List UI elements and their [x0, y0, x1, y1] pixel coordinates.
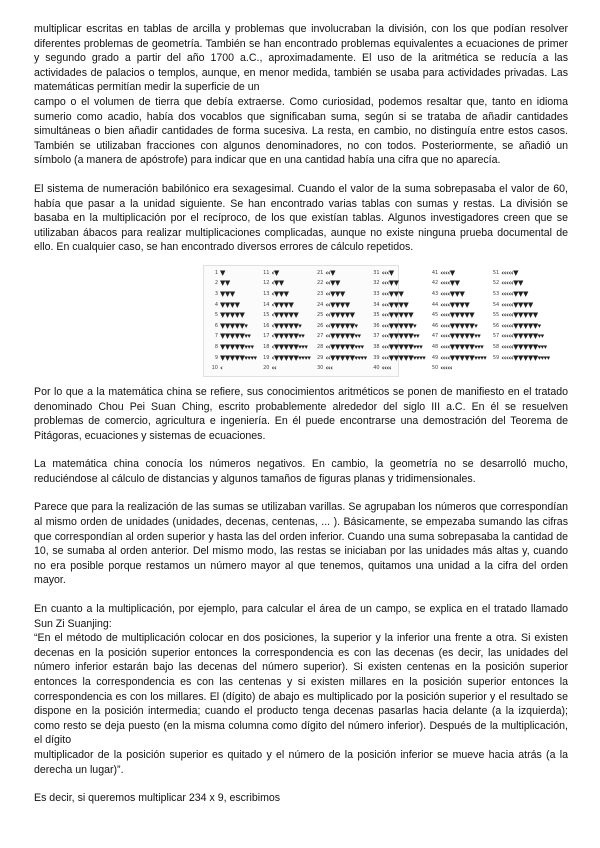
numeral-label: 23	[316, 290, 324, 297]
numeral-cell	[428, 310, 486, 321]
numeral-label: 50	[431, 365, 439, 372]
cuneiform-glyph-icon: ‹‹▼▼	[325, 279, 340, 288]
numeral-label: 40	[373, 365, 380, 372]
cuneiform-glyph-icon: ‹‹‹▼	[381, 268, 394, 277]
cuneiform-glyph-icon: ‹‹‹‹▼▼▼	[440, 289, 465, 298]
numeral-cell	[313, 300, 366, 311]
cuneiform-glyph-icon: ‹‹▼	[325, 268, 335, 277]
cuneiform-glyph-icon: ‹‹▼▼▼▼▼▾▾	[325, 332, 361, 341]
cuneiform-glyph-icon: ▼▼▼▼	[220, 300, 240, 309]
numeral-label: 25	[316, 312, 324, 319]
numeral-cell	[208, 300, 256, 311]
paragraph-6: Parece que para la realización de las sumas se utilizaban varillas. Se agrupaban los números que correspondían al mismo orden de unidades (unidades, decenas, centenas, ... ). Básicamente, se empezaba sumando las cifras que correspondían al orden superior y hasta las del orden inferior. Cuando una suma sobrepasaba la cantidad de 10, se sumaba al orden anterior. Del mismo modo, las restas se iniciaban por las unidades más altas y, cuando no era posible porque restamos un número mayor al que tenemos, quitamos una unidad a la cifra del orden mayor.	[34, 501, 568, 587]
numeral-label: 35	[373, 312, 380, 319]
numeral-label: 19	[263, 354, 270, 361]
cuneiform-glyph-icon: ‹‹▼▼▼▼	[325, 300, 350, 309]
numeral-label: 27	[316, 333, 324, 340]
numeral-cell	[259, 300, 310, 311]
numeral-label: 41	[431, 269, 439, 276]
numeral-cell	[370, 342, 426, 353]
numeral-cell	[313, 363, 366, 374]
numeral-cell	[489, 332, 549, 343]
document-page	[34, 22, 568, 806]
paragraph-4: Por lo que a la matemática china se refiere, sus conocimientos aritméticos se ponen de manifiesto en el tratado denominado Chou Pei Suan Ching, escrito probablemente alrededor del siglo III a.C. En él se resuelven problemas de comercio, agricultura e ingeniería. En él puede encontrarse una demostración del Teorema de Pitágoras, ecuaciones y sistemas de ecuaciones.	[34, 385, 568, 442]
numeral-cell	[313, 321, 366, 332]
numeral-cell	[208, 353, 256, 364]
numeral-cell	[208, 342, 256, 353]
numeral-label: 4	[214, 301, 218, 308]
numeral-cell	[208, 363, 256, 374]
cuneiform-glyph-icon: ▼▼	[220, 279, 230, 288]
numeral-cell	[370, 363, 426, 374]
cuneiform-glyph-icon: ‹‹‹‹‹▼▼▼▼▼▾	[501, 321, 541, 330]
numeral-label: 38	[373, 343, 380, 350]
cuneiform-glyph-icon: ‹‹▼▼▼	[325, 289, 345, 298]
numeral-cell	[313, 342, 366, 353]
numeral-label: 48	[431, 343, 439, 350]
cuneiform-glyph-icon: ‹‹‹▼▼▼▼▼▾	[381, 321, 417, 330]
cuneiform-glyph-icon: ‹‹‹▼▼▼	[381, 289, 404, 298]
cuneiform-glyph-icon: ‹‹‹‹▼▼▼▼▼▾▾▾	[440, 342, 484, 351]
numeral-cell	[370, 353, 426, 364]
numeral-label: 24	[316, 301, 324, 308]
numeral-cell	[370, 279, 426, 290]
numeral-label: 34	[373, 301, 380, 308]
cuneiform-glyph-icon: ‹‹‹‹‹▼▼▼	[501, 289, 528, 298]
numeral-label: 22	[316, 280, 324, 287]
cuneiform-glyph-icon: ‹‹‹‹‹▼▼▼▼	[501, 300, 533, 309]
numeral-label: 5	[214, 312, 218, 319]
cuneiform-glyph-icon: ‹‹‹‹▼▼▼▼▼▾	[440, 321, 478, 330]
babylonian-numerals-figure	[203, 265, 550, 377]
cuneiform-glyph-icon: ▼	[220, 268, 225, 277]
cuneiform-glyph-icon: ▼▼▼▼▼▾▾	[220, 332, 251, 341]
cuneiform-glyph-icon: ‹‹‹▼▼▼▼	[381, 300, 409, 309]
numeral-label: 52	[492, 280, 500, 287]
numeral-label: 49	[431, 354, 439, 361]
numeral-cell	[259, 310, 310, 321]
numeral-label: 9	[214, 354, 218, 361]
numeral-label: 54	[492, 301, 500, 308]
numeral-label: 28	[316, 343, 324, 350]
cuneiform-glyph-icon: ‹‹‹‹‹▼▼▼▼▼▾▾	[501, 332, 544, 341]
numeral-cell	[489, 300, 549, 311]
numeral-label: 26	[316, 322, 324, 329]
cuneiform-glyph-icon: ‹‹‹‹‹▼▼▼▼▼▾▾▾▾	[501, 353, 550, 362]
cuneiform-glyph-icon: ‹‹▼▼▼▼▼▾▾▾▾	[325, 353, 367, 362]
numeral-cell	[489, 279, 549, 290]
numeral-label: 8	[214, 343, 218, 350]
cuneiform-glyph-icon: ‹▼	[271, 268, 279, 277]
numeral-cell	[370, 268, 426, 279]
numeral-cell	[259, 353, 310, 364]
numeral-cell	[313, 310, 366, 321]
numeral-cell	[489, 310, 549, 321]
numeral-label: 12	[263, 280, 270, 287]
numeral-cell	[489, 353, 549, 364]
numeral-cell	[428, 268, 486, 279]
numeral-label: 16	[263, 322, 270, 329]
numeral-label: 53	[492, 290, 500, 297]
numeral-label: 13	[263, 290, 270, 297]
cuneiform-glyph-icon: ▼▼▼▼▼▾▾▾	[220, 342, 254, 351]
numeral-label: 20	[263, 365, 270, 372]
cuneiform-glyph-icon: ‹▼▼▼▼▼▾	[271, 321, 302, 330]
numeral-label: 10	[211, 365, 218, 372]
numeral-label: 31	[373, 269, 380, 276]
cuneiform-glyph-icon: ‹‹‹	[325, 364, 333, 373]
paragraph-7: En cuanto a la multiplicación, por ejemplo, para calcular el área de un campo, se explica en el tratado llamado Sun Zi Suanjing:	[34, 603, 568, 630]
cuneiform-glyph-icon: ‹▼▼▼▼	[271, 300, 294, 309]
numeral-cell	[489, 363, 549, 374]
numeral-cell	[370, 300, 426, 311]
quote-paragraph-1: “En el método de multiplicación colocar en dos posiciones, la superior y la inferior una frente a otra. Si existen decenas en la posición superior entonces la correspondencia es con las decenas (es decir, las unidades del número inferior estarán bajo las decenas del número superior). Si existen centenas en la posición superior entonces la correspondencia es con las centenas y si existen millares en la posición superior entonces la correspondencia es con los millares. El (dígito) de abajo es multiplicado por la posición superior y el resultado se dispone en la posición intermedia; cuando el producto tenga decenas pasarlas hacia delante (a la izquierda); como resto se deja puesto (en la misma columna como dígito del número inferior). Después de la multiplicación, el dígito	[34, 632, 568, 747]
numeral-label: 46	[431, 322, 439, 329]
numeral-cell	[208, 268, 256, 279]
cuneiform-glyph-icon: ‹‹‹▼▼▼▼▼▾▾	[381, 332, 420, 341]
numeral-label: 42	[431, 280, 439, 287]
numeral-cell	[428, 342, 486, 353]
numeral-cell	[313, 332, 366, 343]
cuneiform-glyph-icon: ‹▼▼	[271, 279, 284, 288]
numeral-cell	[370, 321, 426, 332]
numeral-label: 47	[431, 333, 439, 340]
numeral-label: 39	[373, 354, 380, 361]
numeral-cell	[428, 363, 486, 374]
numeral-label: 21	[316, 269, 324, 276]
cuneiform-glyph-icon: ▼▼▼▼▼▾▾▾▾	[220, 353, 257, 362]
paragraph-8: Es decir, si queremos multiplicar 234 x 9, escribimos	[34, 792, 281, 805]
numeral-cell	[208, 310, 256, 321]
numeral-label: 3	[214, 290, 218, 297]
paragraph-1: multiplicar escritas en tablas de arcilla y problemas que involucraban la división, con los que podían resolver diferentes problemas de geometría. También se han encontrado problemas equivalentes a ecuaciones de primer y segundo grado a partir del año 1700 a.C., aproximadamente. El uso de la aritmética se reducía a las actividades de palacios o templos, aunque, en menor medida, también se usaba para actividades privadas. Las matemáticas permitían medir la superficie de un	[34, 23, 568, 94]
numeral-label: 58	[492, 343, 500, 350]
numeral-label: 11	[263, 269, 270, 276]
numeral-label: 17	[263, 333, 270, 340]
numeral-cell	[259, 363, 310, 374]
numeral-label: 55	[492, 312, 500, 319]
numeral-label: 14	[263, 301, 270, 308]
paragraph-3: El sistema de numeración babilónico era sexagesimal. Cuando el valor de la suma sobrepasaba el valor de 60, había que pasar a la unidad siguiente. Se han encontrado varias tablas con sumas y restas. La división se basaba en la multiplicación por el recíproco, de los que existían tablas. Algunos investigadores creen que se utilizaban ábacos para realizar multiplicaciones complicadas, aunque no existe ninguna prueba documental de ello. En cualquier caso, se han encontrado diversos errores de cálculo repetidos.	[34, 182, 568, 254]
numeral-cell	[489, 289, 549, 300]
cuneiform-glyph-icon: ‹‹‹▼▼▼▼▼	[381, 311, 414, 320]
cuneiform-glyph-icon: ‹‹‹‹▼▼▼▼	[440, 300, 470, 309]
numeral-label: 29	[316, 354, 324, 361]
numeral-label: 1	[214, 269, 218, 276]
cuneiform-glyph-icon: ‹‹‹‹▼▼	[440, 279, 460, 288]
numeral-cell	[259, 279, 310, 290]
numeral-label: 15	[263, 312, 270, 319]
cuneiform-glyph-icon: ‹‹‹‹‹▼▼▼▼▼	[501, 311, 538, 320]
numeral-cell	[313, 353, 366, 364]
numeral-label: 33	[373, 290, 380, 297]
numeral-cell	[428, 332, 486, 343]
numeral-label: 37	[373, 333, 380, 340]
numeral-cell	[313, 268, 366, 279]
cuneiform-glyph-icon: ‹▼▼▼▼▼▾▾▾▾	[271, 353, 311, 362]
cuneiform-glyph-icon: ‹‹‹‹▼▼▼▼▼▾▾▾▾	[440, 353, 487, 362]
numeral-cell	[259, 332, 310, 343]
numeral-cell	[259, 342, 310, 353]
numeral-label: 32	[373, 280, 380, 287]
cuneiform-glyph-icon: ‹▼▼▼▼▼	[271, 311, 299, 320]
numeral-label: 43	[431, 290, 439, 297]
numeral-label: 7	[214, 333, 218, 340]
cuneiform-glyph-icon: ▼▼▼▼▼▾	[220, 321, 248, 330]
cuneiform-glyph-icon: ‹‹‹‹‹▼▼▼▼▼▾▾▾	[501, 342, 547, 351]
numeral-cell	[208, 332, 256, 343]
numeral-label: 30	[316, 365, 324, 372]
numeral-label: 36	[373, 322, 380, 329]
numeral-cell	[208, 289, 256, 300]
numeral-cell	[428, 353, 486, 364]
numeral-label: 2	[214, 280, 218, 287]
numeral-label: 44	[431, 301, 439, 308]
cuneiform-glyph-icon: ‹‹‹▼▼	[381, 279, 399, 288]
numeral-label: 45	[431, 312, 439, 319]
cuneiform-glyph-icon: ‹‹▼▼▼▼▼	[325, 311, 355, 320]
paragraph-2: campo o el volumen de tierra que debía extraerse. Como curiosidad, podemos resaltar que, tanto en idioma sumerio como acadio, había dos vocablos que significaban suma, según si se trataba de añadir cantidades simultáneas o bien añadir cantidades de forma sucesiva. La resta, en cambio, no distinguía entre estos casos. También se utilizaban fracciones con algunos denominadores, no con todos. Posteriormente, se añadió un símbolo (a manera de apóstrofe) para indicar que en una cantidad había una cifra que no aparecía.	[34, 95, 568, 167]
numeral-cell	[313, 279, 366, 290]
numeral-label: 56	[492, 322, 500, 329]
numeral-cell	[259, 289, 310, 300]
cuneiform-glyph-icon: ‹▼▼▼▼▼▾▾	[271, 332, 305, 341]
numeral-label: 51	[492, 269, 500, 276]
numeral-cell	[489, 342, 549, 353]
numeral-cell	[370, 310, 426, 321]
cuneiform-glyph-icon: ‹‹‹▼▼▼▼▼▾▾▾	[381, 342, 423, 351]
numeral-label: 18	[263, 343, 270, 350]
numeral-cell	[208, 279, 256, 290]
cuneiform-glyph-icon: ‹‹‹‹▼	[440, 268, 455, 277]
numeral-cell	[428, 279, 486, 290]
cuneiform-glyph-icon: ‹	[220, 364, 223, 373]
cuneiform-glyph-icon: ‹‹‹‹▼▼▼▼▼	[440, 311, 475, 320]
numeral-cell	[208, 321, 256, 332]
numeral-cell	[428, 300, 486, 311]
numeral-cell	[313, 289, 366, 300]
numeral-cell	[259, 268, 310, 279]
cuneiform-glyph-icon: ‹‹	[271, 364, 277, 373]
paragraph-5: La matemática china conocía los números negativos. En cambio, la geometría no se desarrolló mucho, reduciéndose al cálculo de distancias y algunos tamaños de figuras planas y tridimensionales.	[34, 458, 568, 485]
cuneiform-glyph-icon: ‹‹▼▼▼▼▼▾▾▾	[325, 342, 364, 351]
cuneiform-glyph-icon: ‹‹‹‹▼▼▼▼▼▾▾	[440, 332, 481, 341]
numeral-cell	[489, 321, 549, 332]
numeral-cell	[428, 321, 486, 332]
numeral-cell	[428, 289, 486, 300]
quote-paragraph-2: multiplicador de la posición superior es quitado y el número de la posición inferior se mueve hacia atrás (a la derecha un lugar)”.	[34, 748, 568, 776]
numeral-label: 59	[492, 354, 500, 361]
cuneiform-glyph-icon: ▼▼▼▼▼	[220, 311, 245, 320]
numeral-cell	[259, 321, 310, 332]
numeral-label: 6	[214, 322, 218, 329]
cuneiform-glyph-icon: ‹▼▼▼▼▼▾▾▾	[271, 342, 308, 351]
numeral-label: 57	[492, 333, 500, 340]
cuneiform-glyph-icon: ▼▼▼	[220, 289, 235, 298]
cuneiform-glyph-icon: ‹‹‹‹‹	[440, 364, 453, 373]
cuneiform-glyph-icon: ‹‹‹‹‹▼▼	[501, 279, 523, 288]
numeral-cell	[370, 332, 426, 343]
cuneiform-glyph-icon: ‹‹▼▼▼▼▼▾	[325, 321, 358, 330]
numeral-cell	[370, 289, 426, 300]
numeral-cell	[489, 268, 549, 279]
cuneiform-glyph-icon: ‹▼▼▼	[271, 289, 289, 298]
cuneiform-glyph-icon: ‹‹‹▼▼▼▼▼▾▾▾▾	[381, 353, 426, 362]
cuneiform-glyph-icon: ‹‹‹‹‹▼	[501, 268, 519, 277]
cuneiform-glyph-icon: ‹‹‹‹	[381, 364, 392, 373]
